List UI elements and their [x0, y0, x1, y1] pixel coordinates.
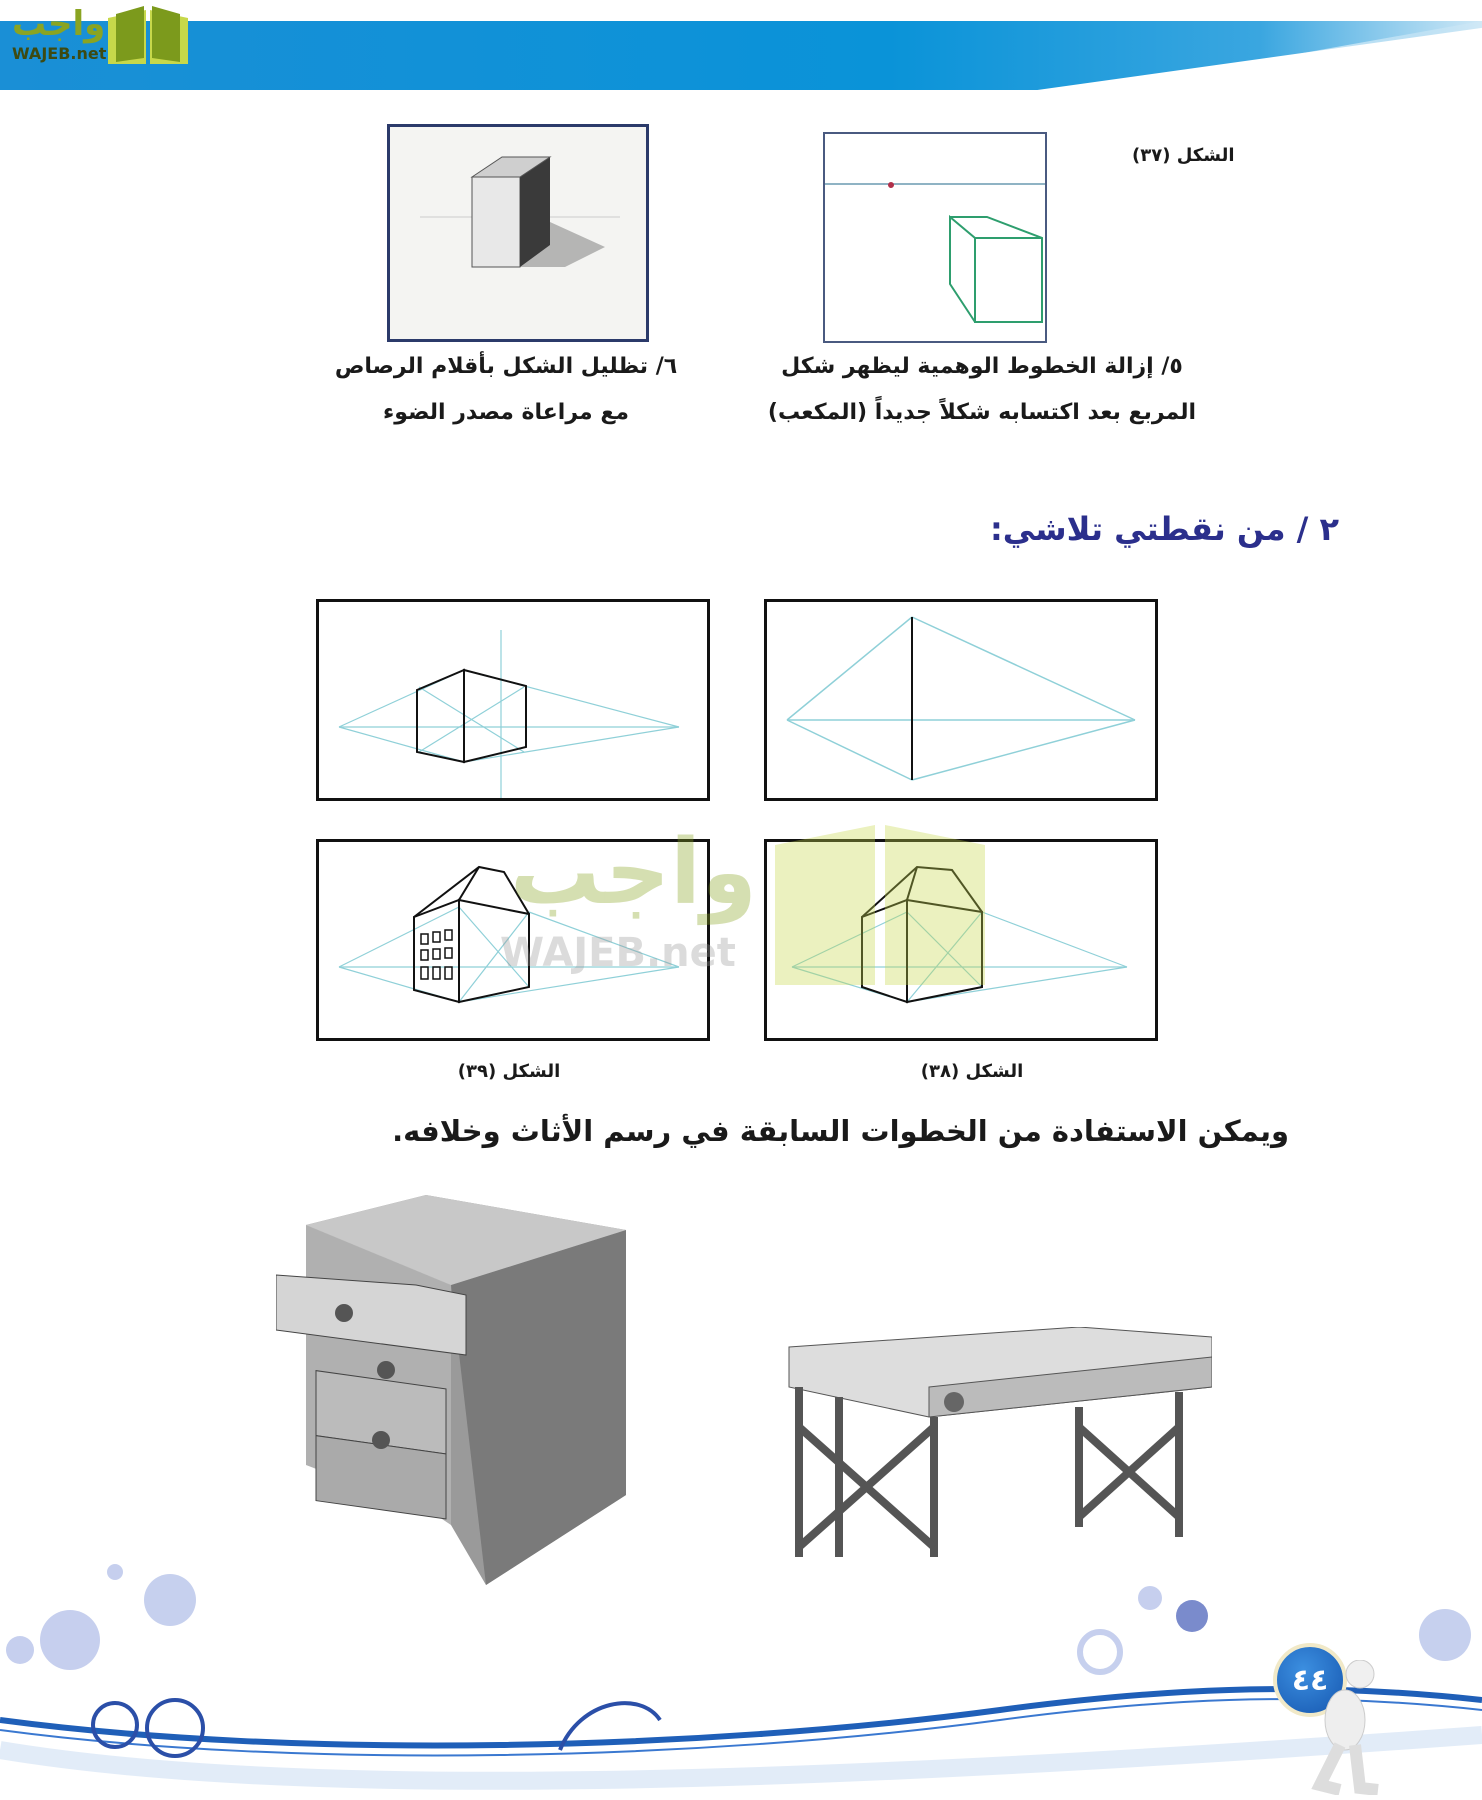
step5-caption-line1: ٥/ إزالة الخطوط الوهمية ليظهر شكل — [781, 354, 1183, 379]
footer-decoration — [0, 1560, 1482, 1800]
logo-arabic: واجب — [12, 4, 106, 44]
header-band — [0, 21, 1482, 90]
figure-37-cube-outline — [823, 132, 1047, 343]
step6-caption-line1: ٦/ تظليل الشكل بأقلام الرصاص — [334, 354, 678, 379]
watermark-arabic: واجب — [510, 820, 757, 925]
watermark — [500, 815, 1000, 985]
logo-latin: WAJEB.net — [12, 44, 107, 63]
nightstand-drawing — [276, 1195, 626, 1586]
section-heading: ٢ / من نقطتي تلاشي: — [990, 510, 1339, 548]
workbench-drawing — [779, 1327, 1212, 1565]
step5-caption-line2: المربع بعد اكتسابه شكلاً جديداً (المكعب) — [767, 400, 1197, 425]
page-number: ٤٤ — [1291, 1662, 1329, 1698]
watermark-latin: WAJEB.net — [500, 930, 736, 976]
shaded-cube-image — [387, 124, 649, 342]
body-text: ويمكن الاستفادة من الخطوات السابقة في رسم الأثاث وخلافه. — [392, 1114, 1289, 1148]
watermark-book-icon — [770, 815, 990, 985]
book-icon — [106, 4, 190, 66]
figure-37-label: الشكل (٣٧) — [1132, 145, 1235, 166]
two-point-step2-box — [316, 599, 710, 801]
figure-39-label: الشكل (٣٩) — [457, 1061, 561, 1082]
two-point-step1-box — [764, 599, 1158, 801]
figure-38-label: الشكل (٣٨) — [920, 1061, 1024, 1082]
logo[interactable] — [0, 0, 190, 70]
mascot-figure-icon — [1300, 1660, 1390, 1795]
step6-caption-line2: مع مراعاة مصدر الضوء — [383, 400, 629, 425]
